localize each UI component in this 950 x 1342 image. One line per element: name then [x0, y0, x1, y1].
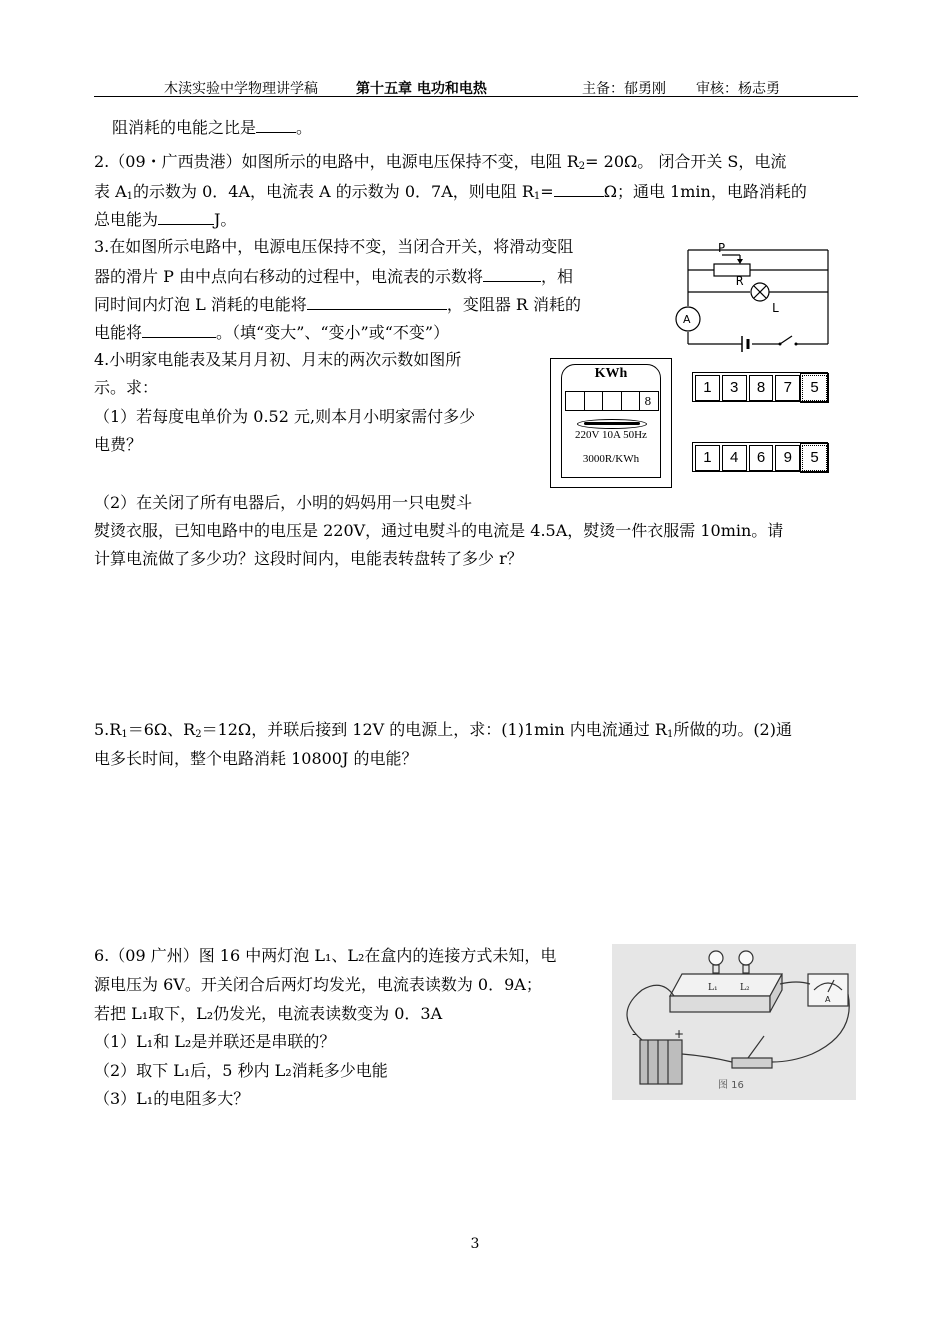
header-editor: 主备：郁勇刚 — [582, 81, 666, 97]
meter-unit: KWh — [594, 366, 628, 381]
q6-line-3: 若把 L₁取下，L₂仍发光，电流表读数变为 0．3A — [94, 1004, 443, 1023]
label-minus: - — [632, 1027, 637, 1041]
label-plus: + — [674, 1027, 685, 1041]
reading-end — [692, 442, 828, 472]
q4-line-3: （1）若每度电单价为 0.52 元,则本月小明家需付多少 — [94, 407, 476, 426]
digit: 8 — [749, 375, 774, 401]
q6-line-4: （1）L₁和 L₂是并联还是串联的？ — [94, 1032, 336, 1051]
digit-decimal: 5 — [802, 375, 827, 401]
answer-blank[interactable] — [142, 321, 216, 338]
bulb-l2-icon — [739, 951, 753, 965]
label-l2: L₂ — [740, 983, 750, 993]
electric-meter — [550, 358, 672, 488]
digit: 1 — [695, 445, 720, 471]
meter-constant: 3000R/KWh — [582, 453, 640, 465]
meter-disc — [577, 419, 647, 429]
q3-line-1: 3.在如图所示电路中，电源电压保持不变，当闭合开关，将滑动变阻 — [94, 237, 574, 256]
q4-line-1: 4.小明家电能表及某月月初、月末的两次示数如图所 — [94, 350, 462, 369]
header-chapter: 第十五章 电功和电热 — [356, 81, 487, 97]
q2-line-3: 总电能为 J。 — [94, 210, 237, 229]
q4-line-6: 熨烫衣服，已知电路中的电压是 220V，通过电熨斗的电流是 4.5A，熨烫一件衣服需 10min。请 — [94, 521, 784, 540]
q3-line-3: 同时间内灯泡 L 消耗的电能将 ，变阻器 R 消耗的 — [94, 295, 582, 314]
digit: 1 — [695, 375, 720, 401]
digit-decimal: 5 — [802, 445, 827, 471]
battery-icon — [640, 1040, 682, 1084]
q4-line-4: 电费？ — [94, 435, 143, 454]
label-p: P — [718, 241, 726, 255]
switch-icon — [780, 336, 792, 344]
q5-line-2: 电多长时间，整个电路消耗 10800J 的电能？ — [94, 749, 418, 768]
q3-line-2: 器的滑片 P 由中点向右移动的过程中，电流表的示数将 ，相 — [94, 267, 573, 286]
meter-dial-window — [565, 391, 659, 411]
bulb-l1-icon — [709, 951, 723, 965]
digit: 7 — [775, 375, 800, 401]
answer-blank[interactable] — [554, 180, 604, 197]
q4-line-7: 计算电流做了多少功？这段时间内，电能表转盘转了多少 r？ — [94, 549, 523, 568]
header-school: 木渎实验中学物理讲学稿 — [164, 81, 318, 97]
q6-line-6: （3）L₁的电阻多大？ — [94, 1089, 250, 1108]
page-header — [94, 76, 858, 97]
label-ammeter: A — [825, 995, 831, 1004]
figure-16 — [612, 944, 856, 1100]
digit: 9 — [775, 445, 800, 471]
label-r: R — [736, 274, 744, 288]
label-l1: L₁ — [708, 983, 718, 993]
circuit-diagram — [668, 240, 836, 358]
q2-line-1: 2.（09・广西贵港）如图所示的电路中，电源电压保持不变，电阻 $R_2= 20\Omega$。 闭合开关 S，电流 — [94, 152, 787, 172]
q5-line-1: $5.R_1=6\Omega$、$R_2=12\Omega$，并联后接到 12V 的电源上，求：(1)1min 内电流通过 $R_1$所做的功。(2)通 — [94, 720, 792, 740]
switch-icon — [732, 1058, 772, 1068]
reading-start — [692, 372, 828, 402]
meter-mark: 8 — [644, 395, 652, 408]
header-reviewer: 审核：杨志勇 — [696, 81, 780, 97]
answer-blank[interactable] — [483, 265, 541, 282]
q3-line-4: 电能将 。（填“变大”、“变小”或“不变”） — [94, 323, 450, 342]
q4-line-5: （2）在关闭了所有电器后，小明的妈妈用一只电熨斗 — [94, 493, 473, 512]
digit: 6 — [749, 445, 774, 471]
answer-blank[interactable] — [307, 293, 447, 310]
meter-rating: 220V 10A 50Hz — [575, 429, 647, 441]
figure-caption: 图 16 — [718, 1080, 744, 1091]
label-l: L — [772, 301, 780, 315]
q2-line-2: 表 $A_1$的示数为 0．4A，电流表 A 的示数为 0．7A，则电阻 $R_1= \Omega$；通电 1min，电路消耗的 — [94, 182, 807, 202]
intro-line: 阻消耗的电能之比是 。 — [112, 118, 313, 137]
answer-blank[interactable] — [158, 208, 214, 225]
rheostat-resistor — [714, 264, 750, 276]
q6-line-1: 6.（09 广州）图 16 中两灯泡 L₁、L₂在盒内的连接方式未知，电 — [94, 946, 557, 965]
digit: 4 — [722, 445, 747, 471]
label-a: A — [683, 313, 691, 326]
answer-blank[interactable] — [256, 116, 296, 133]
q6-line-2: 源电压为 6V。开关闭合后两灯均发光，电流表读数为 0．9A； — [94, 975, 542, 994]
digit: 3 — [722, 375, 747, 401]
page-number: 3 — [470, 1236, 480, 1252]
q4-line-2: 示。求： — [94, 378, 159, 397]
q6-line-5: （2）取下 L₁后，5 秒内 L₂消耗多少电能 — [94, 1061, 388, 1080]
